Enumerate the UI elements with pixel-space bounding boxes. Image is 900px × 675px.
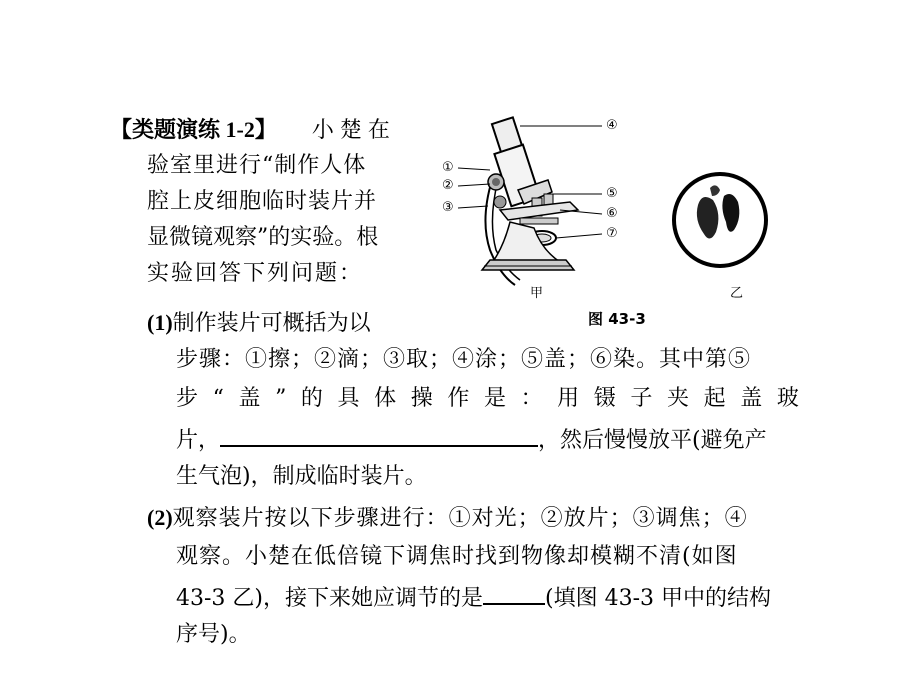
- question-2-line-3: 43-3 乙)，接下来她应调节的是 (填图 43-3 甲中的结构: [176, 583, 771, 612]
- marker-4: ④: [606, 118, 618, 133]
- label-jia: 甲: [530, 286, 544, 301]
- marker-5: ⑤: [606, 186, 618, 201]
- question-2-line-1: (2)观察装片按以下步骤进行：①对光；②放片；③调焦；④: [147, 505, 748, 531]
- exercise-header: [110, 117, 396, 144]
- intro-line-5: 实验回答下列问题：: [147, 261, 364, 286]
- field-of-view: [674, 174, 766, 266]
- figure-43-3: [430, 110, 770, 340]
- intro-line-1: 小楚在: [311, 118, 396, 143]
- marker-3: ③: [442, 200, 454, 215]
- label-yi: 乙: [730, 286, 744, 301]
- marker-2: ②: [442, 178, 454, 193]
- marker-7: ⑦: [606, 226, 618, 241]
- answer-blank-2[interactable]: [483, 583, 545, 605]
- intro-line-2: 验室里进行“制作人体: [147, 153, 367, 178]
- question-1-line-2: 步骤：①擦；②滴；③取；④涂；⑤盖；⑥染。其中第⑤: [176, 347, 752, 372]
- question-2-line-4: 序号)。: [176, 622, 251, 647]
- question-2-line-2: 观察。小楚在低倍镜下调焦时找到物像却模糊不清(如图: [176, 544, 738, 569]
- question-1-number: (1): [147, 310, 173, 335]
- marker-1: ①: [442, 160, 454, 175]
- question-1-line-3: 步 “ 盖 ” 的 具 体 操 作 是 ： 用 镊 子 夹 起 盖 玻: [176, 386, 799, 411]
- marker-6: ⑥: [606, 206, 618, 221]
- question-2-number: (2): [147, 505, 173, 530]
- question-1-line-4: 片， ，然后慢慢放平(避免产: [176, 425, 767, 454]
- answer-blank-1[interactable]: [220, 425, 538, 447]
- exercise-tag: 【类题演练 1-2】: [110, 117, 277, 142]
- question-1-line-5: 生气泡)，制成临时装片。: [176, 464, 427, 489]
- microscope-diagram: [430, 110, 770, 340]
- intro-line-4: 显微镜观察”的实验。根: [147, 225, 379, 250]
- figure-caption: 图 43-3: [588, 310, 646, 328]
- question-1-line-1: (1)制作装片可概括为以: [147, 310, 371, 336]
- intro-line-3: 腔上皮细胞临时装片并: [147, 189, 378, 214]
